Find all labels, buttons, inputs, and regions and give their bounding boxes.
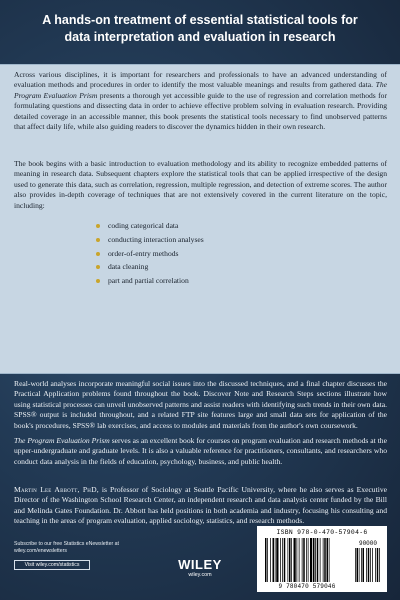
intro-text-a: Across various disciplines, it is important for researchers and professionals to have an advanced understanding of evaluation methods and procedures in order to identify the most valuable meanings and results from gathered data. [14,70,387,90]
publisher-url[interactable]: wiley.com [188,572,212,578]
list-item-label: part and partial correlation [108,276,189,286]
headline-line-2: data interpretation and evaluation in research [64,30,336,44]
bullet-dot-icon [96,252,100,256]
list-item [96,233,204,247]
newsletter-line-1: Subscribe to our free Statistics eNewsletter at [14,541,119,547]
list-item-label: conducting interaction analyses [108,234,204,244]
bullet-dot-icon [96,279,100,283]
list-item-label: coding categorical data [108,221,179,230]
author-bio [14,485,387,527]
list-item [96,274,204,288]
visit-website-link[interactable]: Visit wiley.com/statistics [14,560,90,570]
cover-headline [14,12,386,46]
book-title-italic: The Program Evaluation Prism [14,436,110,445]
price-code: 90000 [358,540,377,547]
book-title-italic: The Program Evaluation Prism [14,80,387,100]
barcode-area [257,526,387,592]
publisher-logo [170,558,230,579]
audience-text: serves as an excellent book for courses on program evaluation and research methods at the upper-undergraduate and graduate levels. It is also a valuable reference for practitioners, consultants, and researchers who conduct data analysis in the fields of education, psychology, business, and public health. [14,436,387,466]
intro-text-b: presents a thorough yet accessible guide to the use of regression and correlation methods for formulating questions and dissecting data in order to achieve effective problem solving in evaluation research. Providing detailed coverage in an accessible manner, this book presents the statistical tools necessary to find unobserved patterns that affect daily life, while also guiding readers to discover the dynamics hidden in their own research. [14,90,387,132]
publisher-wordmark: WILEY [178,557,222,572]
author-name: Martin Lee Abbott, PhD, [14,485,99,494]
overview-paragraph: The book begins with a basic introduction to evaluation methodology and its ability to recognize embedded patterns of meaning in research data. Subsequent chapters explore the statistical tools that can be applied irrespective of the design used to generate this data, such as correlation, regression, multiple regression, and detection of extreme scores. The author also provides in-depth coverage of techniques that are not extensively covered in the current literature on the topic, including: [14,159,387,210]
intro-paragraph [14,70,387,132]
bullet-dot-icon [96,265,100,269]
isbn-text: ISBN 978-0-470-57904-6 [276,529,368,536]
techniques-list [96,219,204,288]
audience-paragraph [14,436,387,467]
newsletter-link[interactable]: wiley.com/enewsletters [14,548,67,554]
bullet-dot-icon [96,238,100,242]
headline-line-1: A hands-on treatment of essential statistical tools for [42,13,358,27]
list-item-label: data cleaning [108,262,149,272]
list-item-label: order-of-entry methods [108,248,179,258]
newsletter-note [14,541,119,555]
list-item [96,247,204,261]
author-bio-text: is Professor of Sociology at Seattle Pacific University, where he also serves as Executive Director of the Washington School Research Center, an independent research and data analysis center funded by the Bill and Melinda Gates Foundation. Dr. Abbott has held positions in both academia and industry, focusing his consulting and teaching in the areas of program evaluation, applied sociology, statistics, and research methods. [14,485,387,526]
list-item [96,260,204,274]
list-item [96,219,204,233]
real-world-paragraph: Real-world analyses incorporate meaningful social issues into the discussed techniques, and a final chapter discusses the Practical Application problems found throughout the book. Discover Note and Research Steps sections illustrate how using statistical processes can unveil unobserved patterns and assist readers with identifying such trends in their own data. SPSS® output is included throughout, and a related FTP site features large and small data sets for application of the book's procedures, SPSS® lab exercises, and access to modules and materials from the author's own coursework. [14,379,387,430]
ean-digits: 9 780470 579046 [278,583,336,590]
bullet-dot-icon [96,224,100,228]
